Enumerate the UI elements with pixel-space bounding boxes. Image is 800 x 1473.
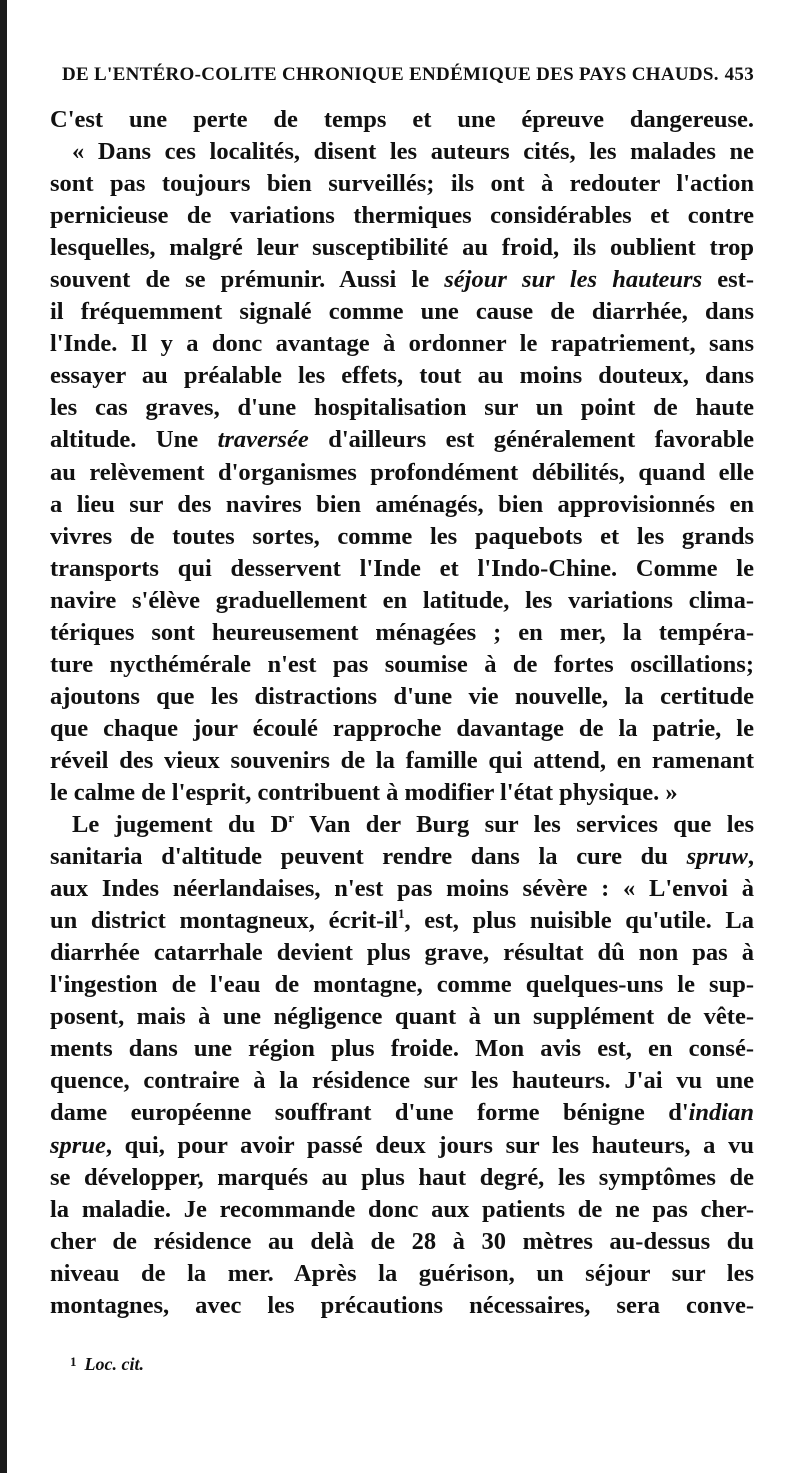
text-line: réveil des vieux souvenirs de la famille qui attend, en ramenant: [50, 746, 754, 774]
text-line: niveau de la mer. Après la guérison, un séjour sur les: [50, 1259, 754, 1287]
text-line: Le jugement du $D^r$ Van der Burg sur les services que les: [72, 810, 755, 839]
text-line: l'ingestion de l'eau de montagne, comme quelques-uns le sup-: [50, 971, 754, 999]
text-line: la maladie. Je recommande donc aux patients de ne pas cher-: [50, 1195, 754, 1223]
body-text: [50, 104, 754, 1322]
footnote-reference: 1: [397, 906, 405, 922]
italic-phrase: sprue: [50, 1131, 106, 1159]
text-line: aux Indes néerlandaises, n'est pas moins sévère : « L'envoi à: [50, 875, 754, 903]
text-line: essayer au préalable les effets, tout au moins douteux, dans: [50, 362, 754, 390]
scan-edge-shadow: [0, 0, 7, 1473]
text-line: sanitaria d'altitude peuvent rendre dans la cure du spruw,: [50, 843, 754, 871]
running-head-title: DE L'ENTÉRO-COLITE CHRONIQUE ENDÉMIQUE DES PAYS CHAUDS.: [62, 64, 719, 85]
text-line: diarrhée catarrhale devient plus grave, résultat dû non pas à: [50, 939, 754, 967]
page-number: 453: [724, 64, 754, 85]
text-line: un district montagneux, écrit-$il^1$, est, plus nuisible qu'utile. La: [50, 906, 754, 935]
footnote-text: Loc. cit.: [84, 1354, 144, 1374]
italic-phrase: spruw: [686, 843, 748, 871]
text-line: que chaque jour écoulé rapproche davantage de la patrie, le: [50, 714, 754, 742]
text-line: le calme de l'esprit, contribuent à modifier l'état physique. »: [50, 778, 678, 806]
running-head: [62, 64, 754, 92]
text-line: a lieu sur des navires bien aménagés, bien approvisionnés en: [50, 490, 754, 518]
text-line: lesquelles, malgré leur susceptibilité au froid, ils oublient trop: [50, 234, 754, 262]
superscript: r: [288, 810, 295, 826]
text-line: ments dans une région plus froide. Mon avis est, en consé-: [50, 1035, 754, 1063]
text-line: pernicieuse de variations thermiques considérables et contre: [50, 202, 754, 230]
text-line: au relèvement d'organismes profondément débilités, quand elle: [50, 458, 754, 486]
text-line: quence, contraire à la résidence sur les hauteurs. J'ai vu une: [50, 1067, 754, 1095]
footnote-mark: 1: [70, 1354, 77, 1369]
text-line: il fréquemment signalé comme une cause de diarrhée, dans: [50, 298, 754, 326]
text-line: se développer, marqués au plus haut degré, les symptômes de: [50, 1163, 754, 1191]
text-line: montagnes, avec les précautions nécessaires, sera conve-: [50, 1291, 754, 1319]
text-line: dame européenne souffrant d'une forme bénigne d'indian: [50, 1099, 754, 1127]
text-line: souvent de se prémunir. Aussi le séjour sur les hauteurs est-: [50, 266, 755, 294]
text-line: l'Inde. Il y a donc avantage à ordonner le rapatriement, sans: [50, 330, 754, 358]
footnote: [70, 1354, 144, 1375]
text-line: posent, mais à une négligence quant à un supplément de vête-: [50, 1003, 754, 1031]
text-line: « Dans ces localités, disent les auteurs cités, les malades ne: [72, 138, 754, 166]
text-line: les cas graves, d'une hospitalisation sur un point de haute: [50, 394, 754, 422]
text-line: sprue, qui, pour avoir passé deux jours sur les hauteurs, a vu: [50, 1131, 754, 1159]
text-line: cher de résidence au delà de 28 à 30 mètres au-dessus du: [50, 1227, 754, 1255]
text-line: transports qui desservent l'Inde et l'Indo-Chine. Comme le: [50, 554, 754, 582]
text-line: sont pas toujours bien surveillés; ils ont à redouter l'action: [50, 170, 754, 198]
text-line: vivres de toutes sortes, comme les paquebots et les grands: [50, 522, 754, 550]
italic-phrase: séjour sur les hauteurs: [444, 266, 703, 294]
text-line: ajoutons que les distractions d'une vie nouvelle, la certitude: [50, 682, 754, 710]
italic-phrase: indian: [688, 1099, 754, 1127]
text-line: tériques sont heureusement ménagées ; en mer, la tempéra-: [50, 618, 754, 646]
italic-phrase: traversée: [217, 426, 309, 454]
text-line: ture nycthémérale n'est pas soumise à de fortes oscillations;: [50, 650, 754, 678]
text-line: altitude. Une traversée d'ailleurs est généralement favorable: [50, 426, 755, 454]
text-line: C'est une perte de temps et une épreuve dangereuse.: [50, 106, 754, 133]
text-line: navire s'élève graduellement en latitude, les variations clima-: [50, 586, 754, 614]
